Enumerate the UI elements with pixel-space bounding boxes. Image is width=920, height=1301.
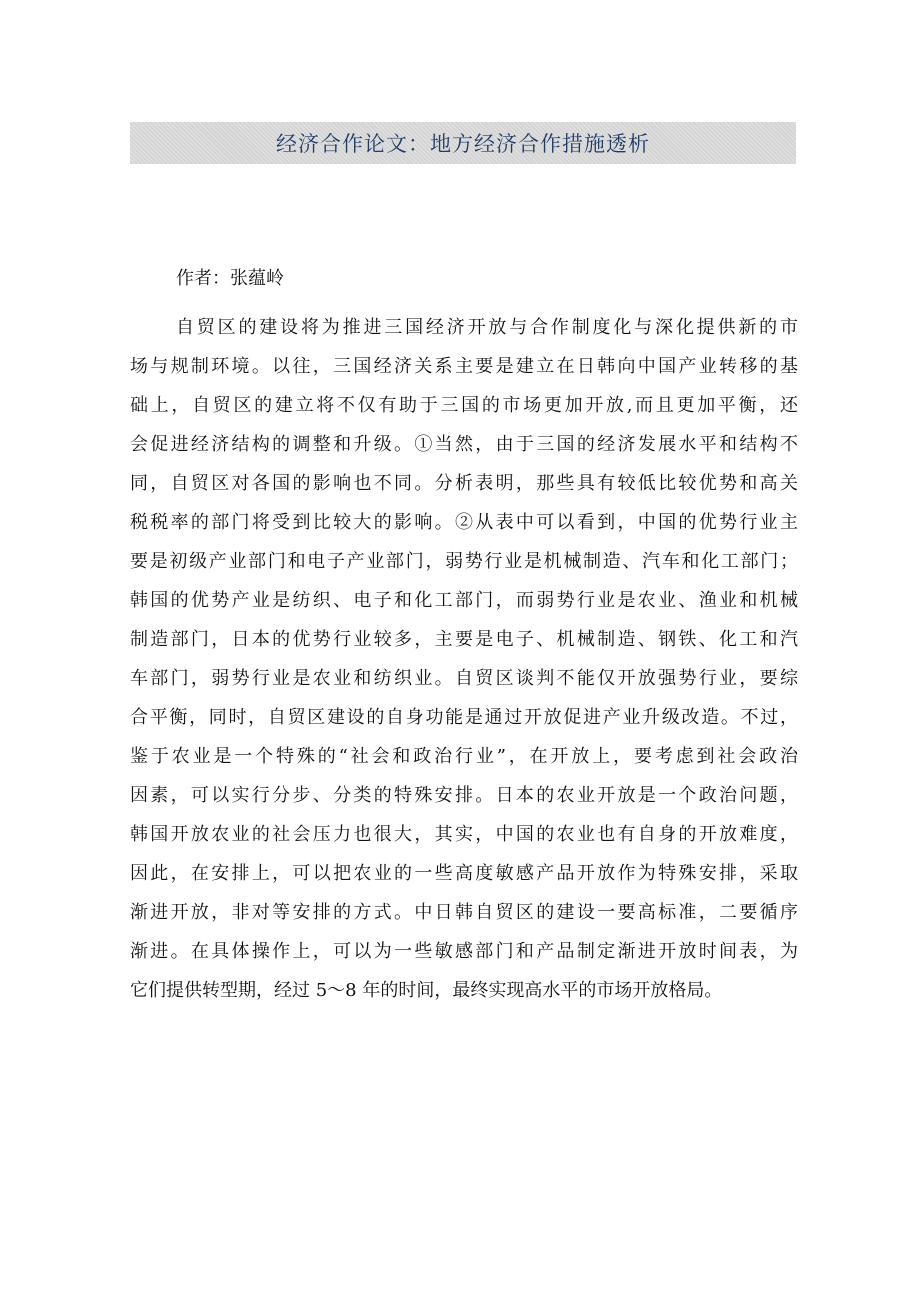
paragraph-line: 渐进。在具体操作上，可以为一些敏感部门和产品制定渐进开放时间表，为 xyxy=(130,941,798,962)
paragraph-line: 场与规制环境。以往，三国经济关系主要是建立在日韩向中国产业转移的基 xyxy=(130,356,798,377)
paragraph-line: 合平衡，同时，自贸区建设的自身功能是通过开放促进产业升级改造。不过， xyxy=(130,707,798,728)
paragraph-line: 自贸区的建设将为推进三国经济开放与合作制度化与深化提供新的市 xyxy=(176,317,798,338)
paragraph-line: 鉴于农业是一个特殊的“社会和政治行业”，在开放上，要考虑到社会政治 xyxy=(130,746,798,767)
paragraph-line: 因素，可以实行分步、分类的特殊安排。日本的农业开放是一个政治问题， xyxy=(130,785,798,806)
paragraph-line: 因此，在安排上，可以把农业的一些高度敏感产品开放作为特殊安排，采取 xyxy=(130,863,798,884)
paragraph-line: 它们提供转型期，经过 5～8 年的时间，最终实现高水平的市场开放格局。 xyxy=(130,980,723,1001)
paragraph-line: 础上，自贸区的建立将不仅有助于三国的市场更加开放,而且更加平衡，还 xyxy=(130,395,798,416)
page-title: 经济合作论文：地方经济合作措施透析 xyxy=(276,132,650,156)
paragraph-line: 车部门，弱势行业是农业和纺织业。自贸区谈判不能仅开放强势行业，要综 xyxy=(130,668,798,689)
paragraph-line: 同，自贸区对各国的影响也不同。分析表明，那些具有较低比较优势和高关 xyxy=(130,473,798,494)
title-banner xyxy=(130,122,796,164)
paragraph-line: 要是初级产业部门和电子产业部门，弱势行业是机械制造、汽车和化工部门； xyxy=(130,551,798,572)
author-line: 作者：张蕴岭 xyxy=(176,268,284,289)
paragraph-line: 韩国开放农业的社会压力也很大，其实，中国的农业也有自身的开放难度， xyxy=(130,824,798,845)
paragraph-line: 渐进开放，非对等安排的方式。中日韩自贸区的建设一要高标准，二要循序 xyxy=(130,902,798,923)
paragraph-line: 韩国的优势产业是纺织、电子和化工部门，而弱势行业是农业、渔业和机械 xyxy=(130,590,798,611)
paragraph-line: 税税率的部门将受到比较大的影响。②从表中可以看到，中国的优势行业主 xyxy=(130,512,798,533)
body-paragraph xyxy=(130,308,798,1010)
paragraph-line: 制造部门，日本的优势行业较多，主要是电子、机械制造、钢铁、化工和汽 xyxy=(130,629,798,650)
paragraph-line: 会促进经济结构的调整和升级。①当然，由于三国的经济发展水平和结构不 xyxy=(130,434,798,455)
